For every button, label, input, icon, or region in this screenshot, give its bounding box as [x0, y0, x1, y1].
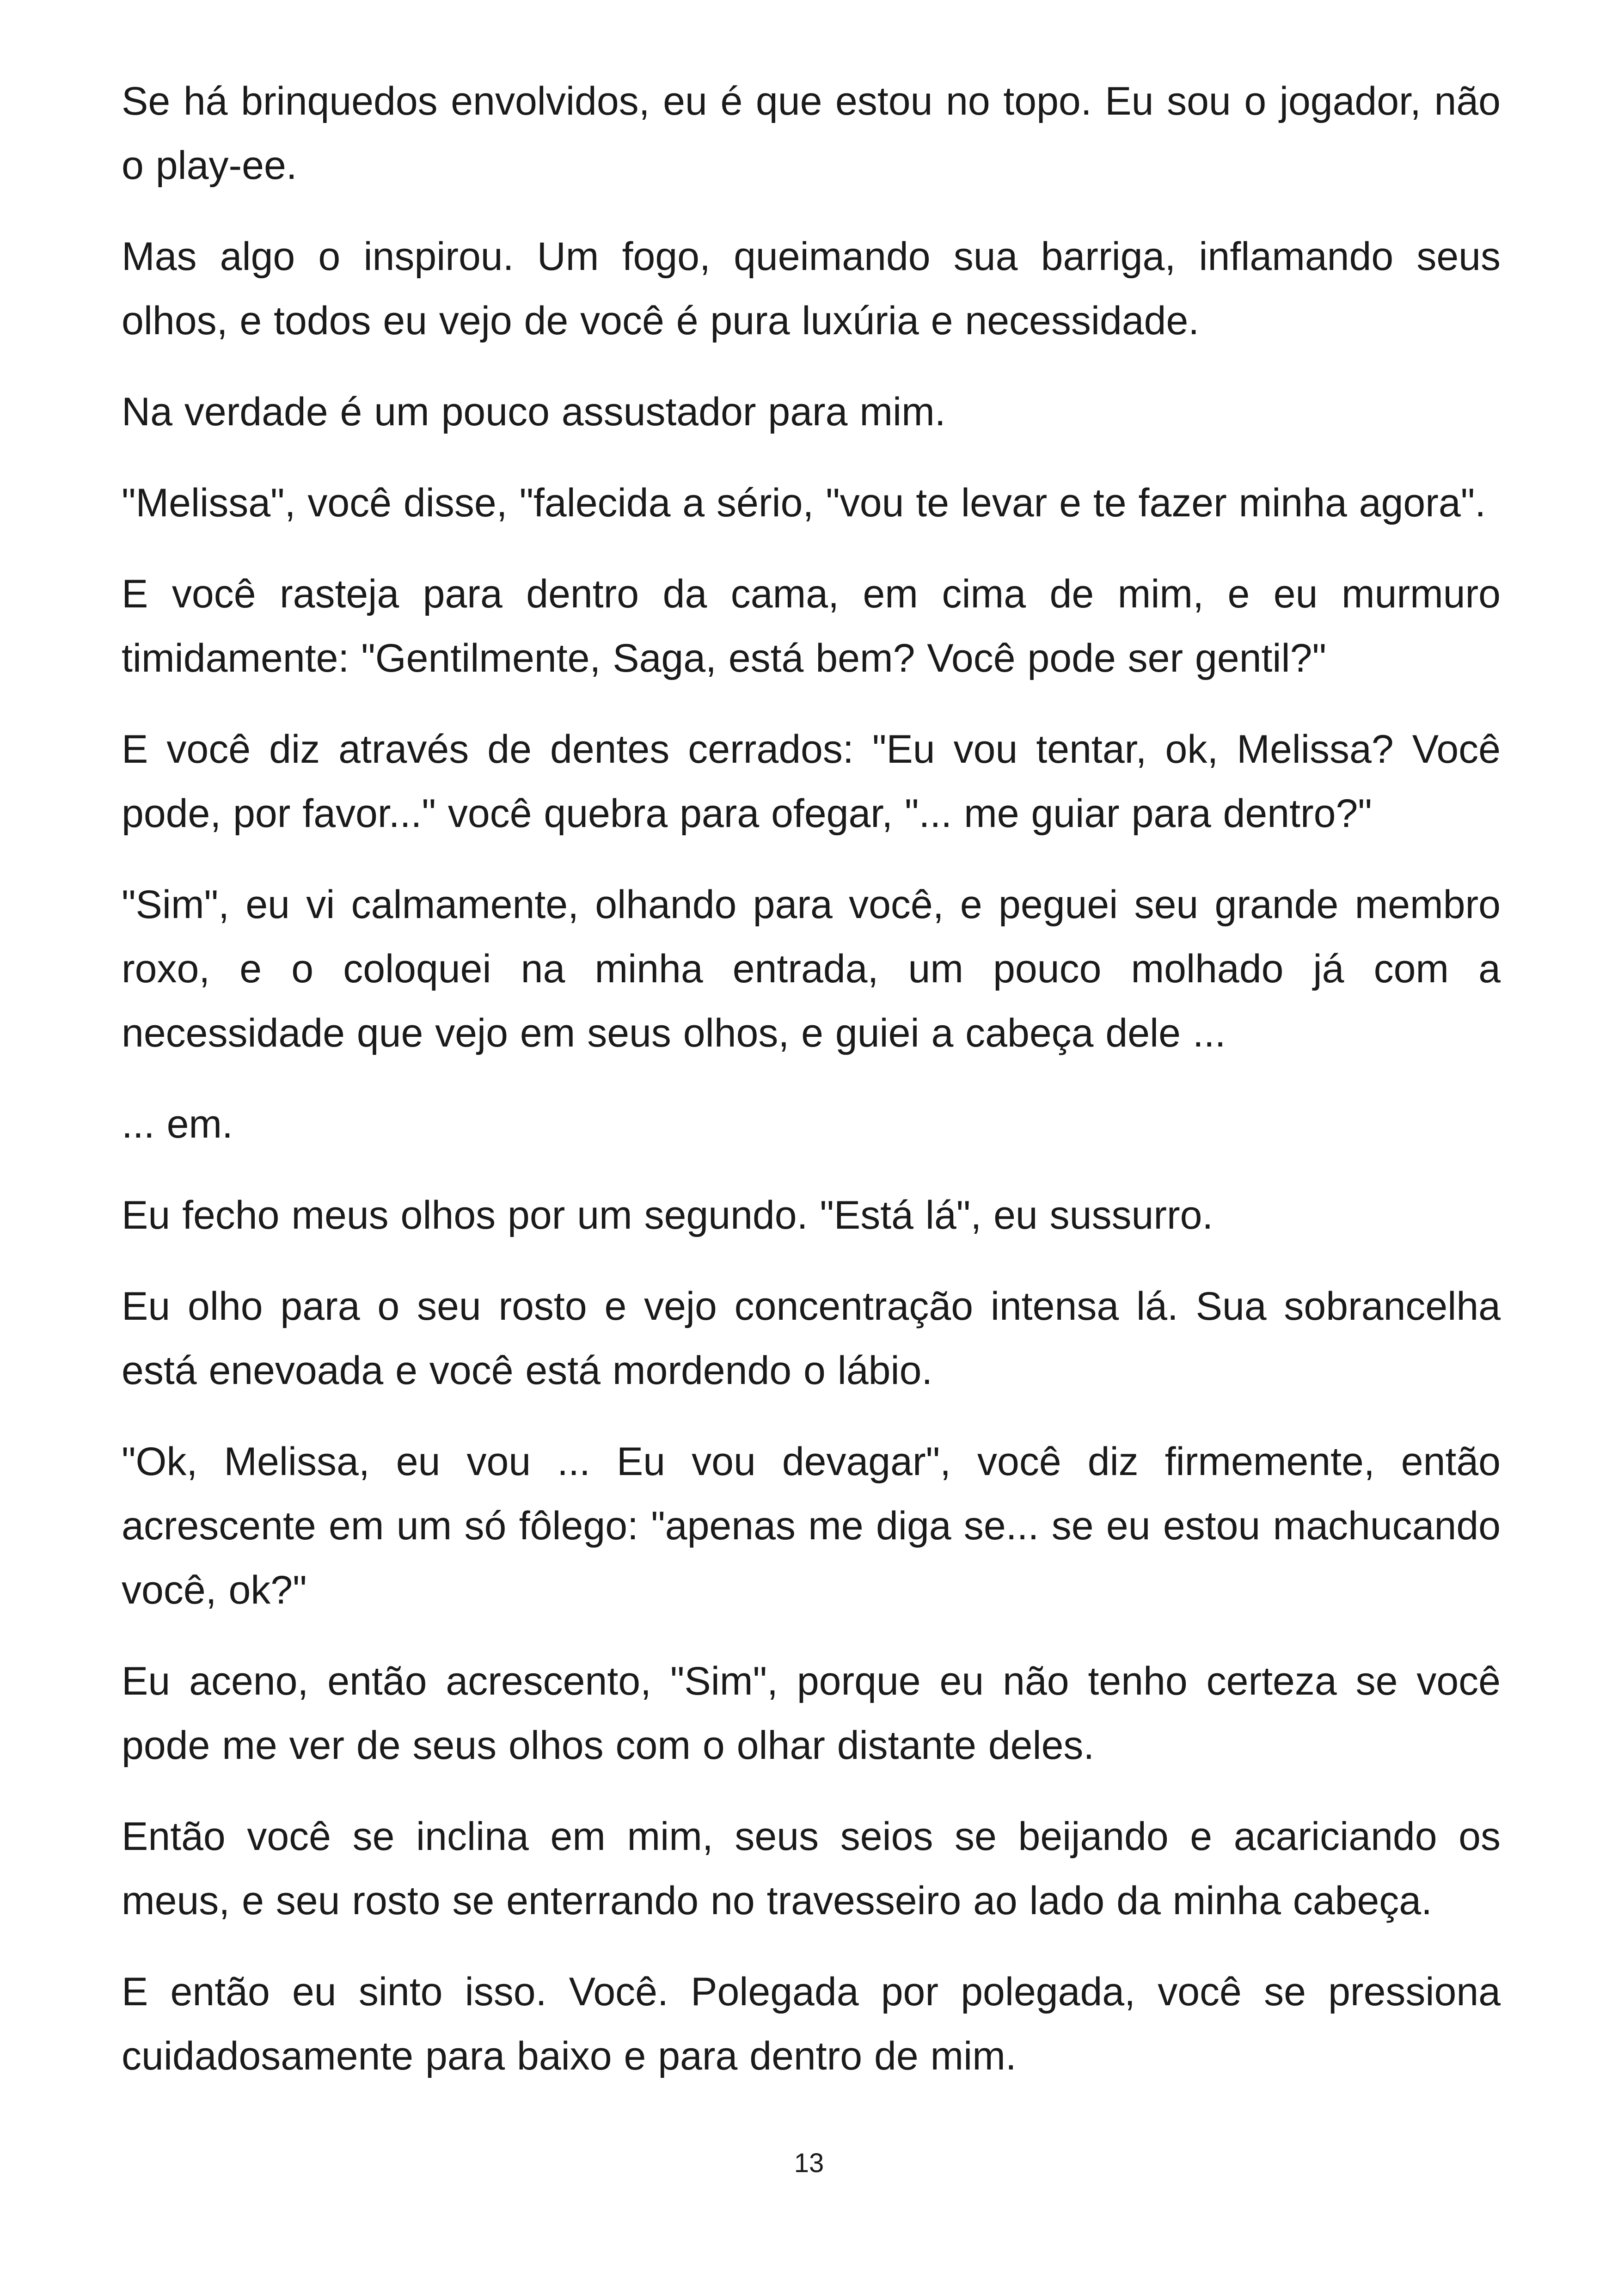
- paragraph: "Sim", eu vi calmamente, olhando para você, e peguei seu grande membro roxo, e o coloquei na minha entrada, um pouco molhado já com a necessidade que vejo em seus olhos, e guiei a cabeça dele ...: [122, 882, 1501, 1055]
- paragraph: E você diz através de dentes cerrados: "Eu vou tentar, ok, Melissa? Você pode, por favor..." você quebra para ofegar, "... me guiar para dentro?": [122, 727, 1501, 836]
- paragraph: Se há brinquedos envolvidos, eu é que estou no topo. Eu sou o jogador, não o play-ee.: [122, 79, 1501, 188]
- document-body: [122, 69, 1501, 2115]
- paragraph: Eu fecho meus olhos por um segundo. "Está lá", eu sussurro.: [122, 1193, 1214, 1237]
- paragraph: Na verdade é um pouco assustador para mim.: [122, 390, 946, 434]
- paragraph: Eu aceno, então acrescento, "Sim", porque eu não tenho certeza se você pode me ver de seus olhos com o olhar distante deles.: [122, 1659, 1501, 1768]
- paragraph: "Ok, Melissa, eu vou ... Eu vou devagar", você diz firmemente, então acrescente em um só fôlego: "apenas me diga se... se eu estou machucando você, ok?": [122, 1439, 1501, 1612]
- paragraph: Mas algo o inspirou. Um fogo, queimando sua barriga, inflamando seus olhos, e todos eu vejo de você é pura luxúria e necessidade.: [122, 234, 1501, 343]
- paragraph: E você rasteja para dentro da cama, em cima de mim, e eu murmuro timidamente: "Gentilmente, Saga, está bem? Você pode ser gentil?": [122, 572, 1501, 680]
- paragraph: "Melissa", você disse, "falecida a sério, "vou te levar e te fazer minha agora".: [122, 481, 1486, 525]
- paragraph: ... em.: [122, 1102, 233, 1146]
- page-number: 13: [794, 2148, 824, 2178]
- paragraph: Eu olho para o seu rosto e vejo concentração intensa lá. Sua sobrancelha está enevoada e você está mordendo o lábio.: [122, 1284, 1501, 1393]
- paragraph: Então você se inclina em mim, seus seios se beijando e acariciando os meus, e seu rosto se enterrando no travesseiro ao lado da minha cabeça.: [122, 1814, 1501, 1923]
- paragraph: E então eu sinto isso. Você. Polegada por polegada, você se pressiona cuidadosamente para baixo e para dentro de mim.: [122, 1970, 1501, 2078]
